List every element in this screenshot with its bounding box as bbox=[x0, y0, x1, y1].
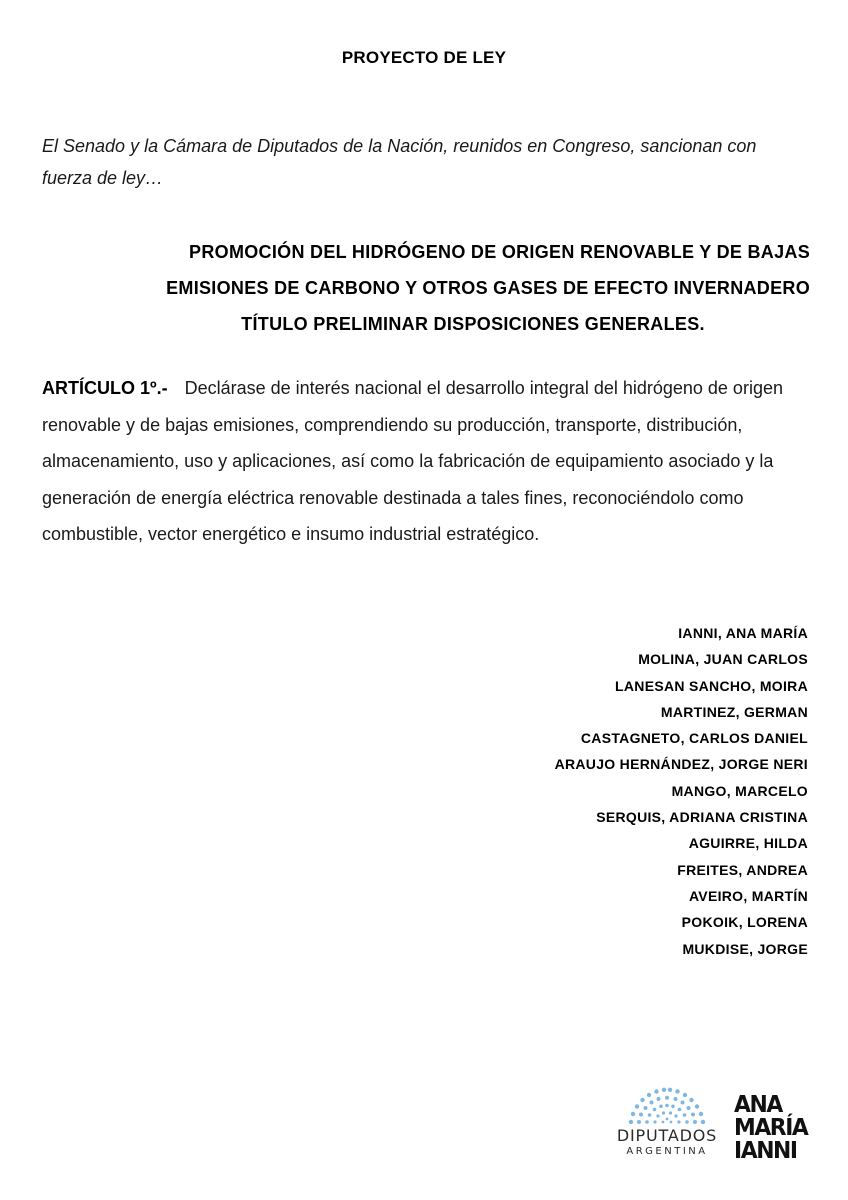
law-title bbox=[96, 234, 810, 342]
law-title-line: EMISIONES DE CARBONO Y OTROS GASES DE EFECTO INVERNADERO bbox=[166, 278, 810, 298]
signatory-name: ARAUJO HERNÁNDEZ, JORGE NERI bbox=[554, 756, 808, 773]
signatory-name: AGUIRRE, HILDA bbox=[688, 835, 808, 852]
law-title-line: TÍTULO PRELIMINAR DISPOSICIONES GENERALES. bbox=[241, 314, 705, 334]
signatory-name: AVEIRO, MARTÍN bbox=[688, 887, 808, 904]
signatory-name: MOLINA, JUAN CARLOS bbox=[638, 651, 808, 668]
signatory-name: FREITES, ANDREA bbox=[677, 861, 808, 878]
ani-logo-line: MARÍA bbox=[734, 1115, 808, 1141]
signatory-name: POKOIK, LORENA bbox=[681, 914, 808, 931]
diputados-logo-line1: DIPUTADOS bbox=[616, 1126, 718, 1145]
signatory-name: IANNI, ANA MARÍA bbox=[678, 625, 808, 641]
document-heading: PROYECTO DE LEY bbox=[341, 48, 507, 67]
signatory-name: MUKDISE, JORGE bbox=[682, 940, 808, 957]
ani-logo-line: IANNI bbox=[734, 1138, 797, 1164]
congress-dome-icon bbox=[625, 1082, 709, 1124]
law-title-line: PROMOCIÓN DEL HIDRÓGENO DE ORIGEN RENOVABLE Y DE BAJAS bbox=[189, 242, 810, 262]
signatory-name: MANGO, MARCELO bbox=[671, 782, 808, 799]
article-label: ARTÍCULO 1º.- bbox=[42, 378, 168, 398]
article-1 bbox=[42, 370, 810, 553]
diputados-argentina-logo bbox=[606, 1082, 728, 1164]
enacting-clause: El Senado y la Cámara de Diputados de la Nación, reunidos en Congreso, sancionan con fuerza de ley… bbox=[42, 136, 757, 188]
signatory-name: SERQUIS, ADRIANA CRISTINA bbox=[596, 809, 808, 826]
ana-maria-ianni-logo bbox=[734, 1094, 814, 1164]
ani-logo-line: ANA bbox=[734, 1092, 782, 1118]
signatory-name: CASTAGNETO, CARLOS DANIEL bbox=[580, 730, 808, 747]
article-text: Declárase de interés nacional el desarrollo integral del hidrógeno de origen renovable y de bajas emisiones, comprendiendo su producción, transporte, distribución, almacenamiento, uso y aplicaciones, así como la fabricación de equipamiento asociado y la generación de energía eléctrica renovable destinada a tales fines, reconociéndolo como combustible, vector energético e insumo industrial estratégico. bbox=[42, 378, 783, 544]
signatory-name: LANESAN SANCHO, MOIRA bbox=[615, 677, 808, 694]
signatories-list bbox=[448, 620, 808, 962]
signatory-name: MARTINEZ, GERMAN bbox=[660, 703, 808, 720]
diputados-logo-line2: ARGENTINA bbox=[626, 1146, 708, 1157]
